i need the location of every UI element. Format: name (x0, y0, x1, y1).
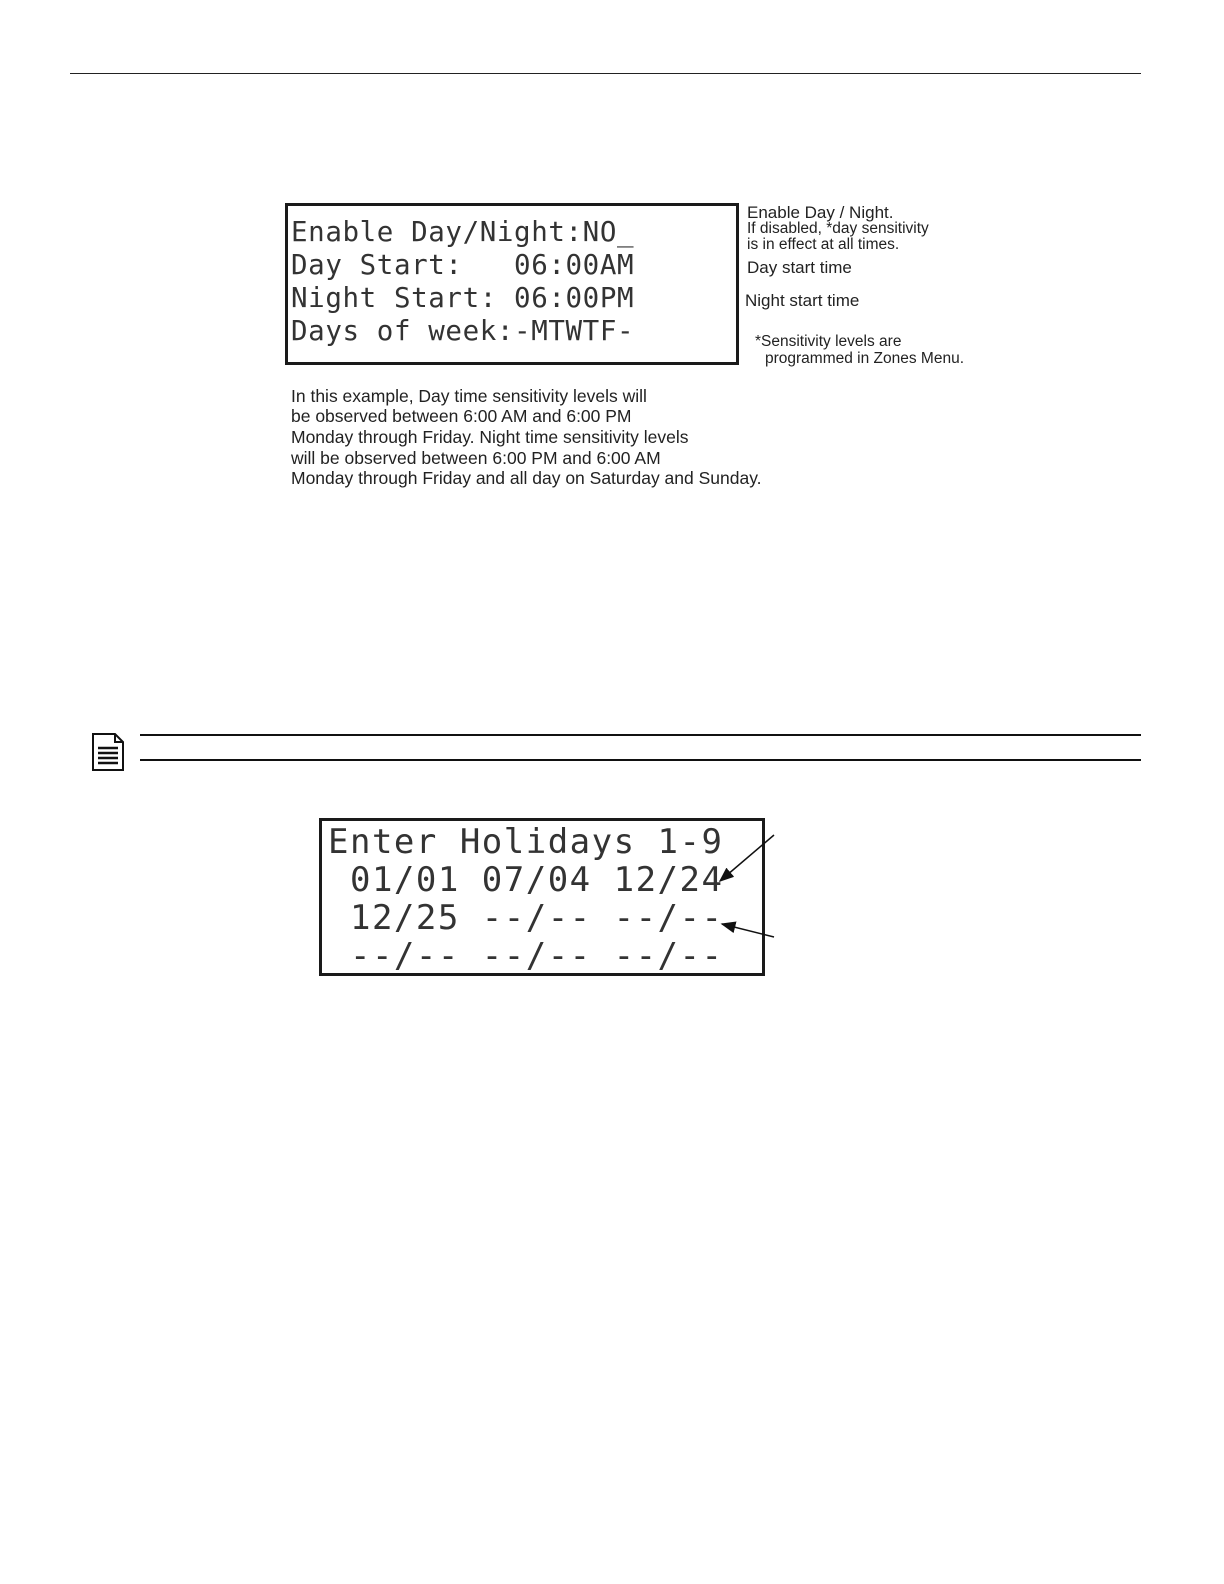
display-line: --/-- --/-- --/-- (328, 936, 724, 976)
arrow-to-entered-dates (720, 835, 774, 881)
note-document-icon (92, 733, 124, 771)
example-line: will be observed between 6:00 PM and 6:00 AM (291, 448, 661, 468)
example-line: In this example, Day time sensitivity levels will (291, 386, 647, 406)
note-rule-bottom (140, 759, 1141, 761)
arrow-to-empty-dates (722, 924, 774, 937)
display-line: 12/25 --/-- --/-- (328, 898, 724, 938)
annotation-night-start: Night start time (745, 291, 860, 310)
note-rule-top (140, 734, 1141, 736)
day-night-display (285, 203, 739, 365)
annotation-sensitivity: *Sensitivity levels are (755, 333, 902, 350)
annotation-day-start: Day start time (747, 258, 852, 277)
annotation-enable-desc: is in effect at all times. (747, 236, 900, 253)
display-line: Day Start: 06:00AM (291, 249, 635, 281)
annotation-enable-title: Enable Day / Night. (747, 203, 894, 222)
example-line: be observed between 6:00 AM and 6:00 PM (291, 406, 632, 426)
callout-arrows (700, 825, 800, 945)
display-line: Night Start: 06:00PM (291, 282, 635, 314)
top-rule (70, 73, 1141, 74)
annotation-enable-desc: If disabled, *day sensitivity (747, 220, 929, 237)
display-line: Enable Day/Night:NO_ (291, 216, 635, 248)
display-line: 01/01 07/04 12/24 (328, 860, 724, 900)
holidays-display (319, 818, 765, 976)
display-line: Enter Holidays 1-9 (328, 822, 724, 862)
example-line: Monday through Friday and all day on Saturday and Sunday. (291, 468, 762, 488)
annotation-sensitivity: programmed in Zones Menu. (765, 350, 965, 367)
display-line: Days of week:-MTWTF- (291, 315, 635, 347)
example-line: Monday through Friday. Night time sensitivity levels (291, 427, 689, 447)
